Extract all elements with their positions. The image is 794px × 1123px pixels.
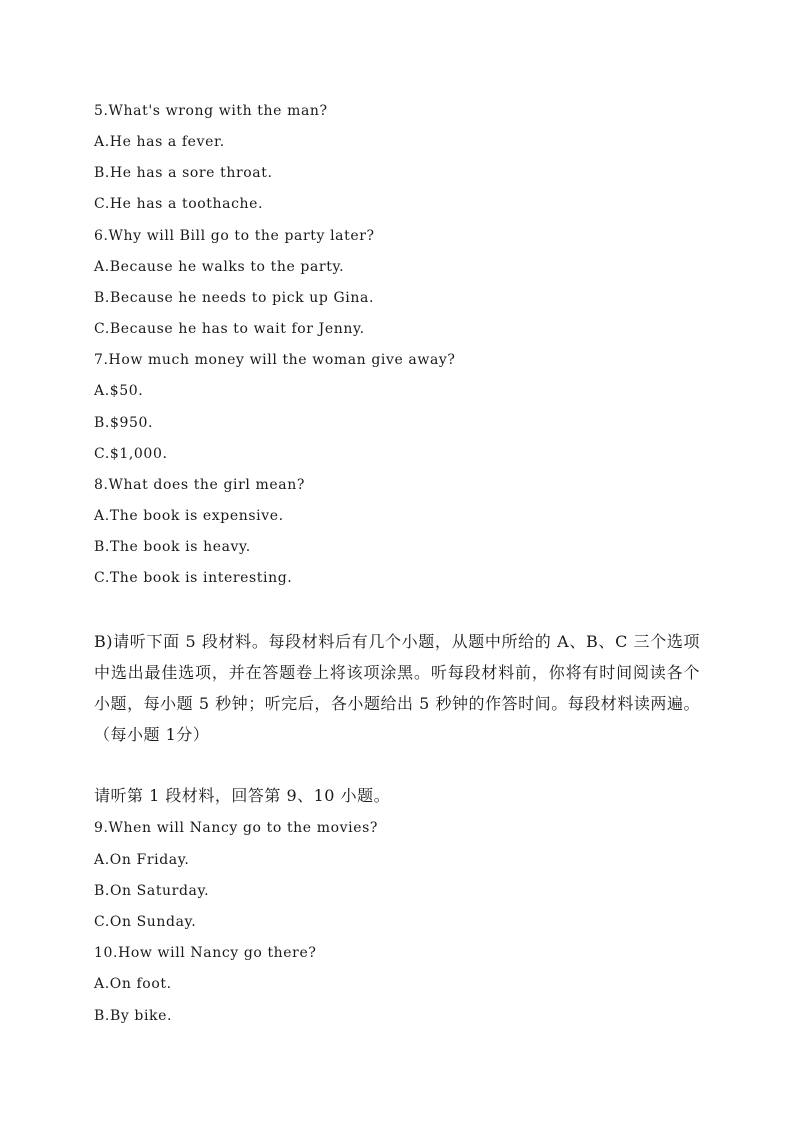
option-5a: A.He has a fever. bbox=[94, 134, 225, 150]
option-8b: B.The book is heavy. bbox=[94, 539, 251, 555]
option-9c: C.On Sunday. bbox=[94, 914, 197, 930]
option-7a: A.$50. bbox=[94, 383, 144, 399]
option-8a: A.The book is expensive. bbox=[94, 508, 284, 524]
section-b-instructions: B)请听下面 5 段材料。每段材料后有几个小题，从题中所给的 A、B、C 三个选项中选出最佳选项，并在答题卷上将该项涂黑。听每段材料前，你将有时间阅读各个小题，每小题 5 秒钟；听完后，各小题给出 5 秒钟的作答时间。每段材料读两遍。（每小题 1分） bbox=[94, 632, 700, 744]
option-6c: C.Because he has to wait for Jenny. bbox=[94, 321, 365, 337]
option-10b: B.By bike. bbox=[94, 1008, 173, 1024]
option-5c: C.He has a toothache. bbox=[94, 196, 264, 212]
option-10a: A.On foot. bbox=[94, 976, 172, 992]
option-8c: C.The book is interesting. bbox=[94, 570, 293, 586]
option-9a: A.On Friday. bbox=[94, 852, 190, 868]
option-5b: B.He has a sore throat. bbox=[94, 165, 273, 181]
question-6: 6.Why will Bill go to the party later? bbox=[94, 228, 375, 244]
option-9b: B.On Saturday. bbox=[94, 883, 210, 899]
material-prompt: 请听第 1 段材料，回答第 9、10 小题。 bbox=[94, 786, 391, 805]
question-9: 9.When will Nancy go to the movies? bbox=[94, 820, 378, 836]
option-6b: B.Because he needs to pick up Gina. bbox=[94, 290, 374, 306]
option-6a: A.Because he walks to the party. bbox=[94, 259, 345, 275]
question-7: 7.How much money will the woman give away? bbox=[94, 352, 456, 368]
question-10: 10.How will Nancy go there? bbox=[94, 945, 317, 961]
question-8: 8.What does the girl mean? bbox=[94, 477, 305, 493]
option-7b: B.$950. bbox=[94, 415, 154, 431]
option-7c: C.$1,000. bbox=[94, 446, 168, 462]
question-5: 5.What's wrong with the man? bbox=[94, 103, 328, 119]
